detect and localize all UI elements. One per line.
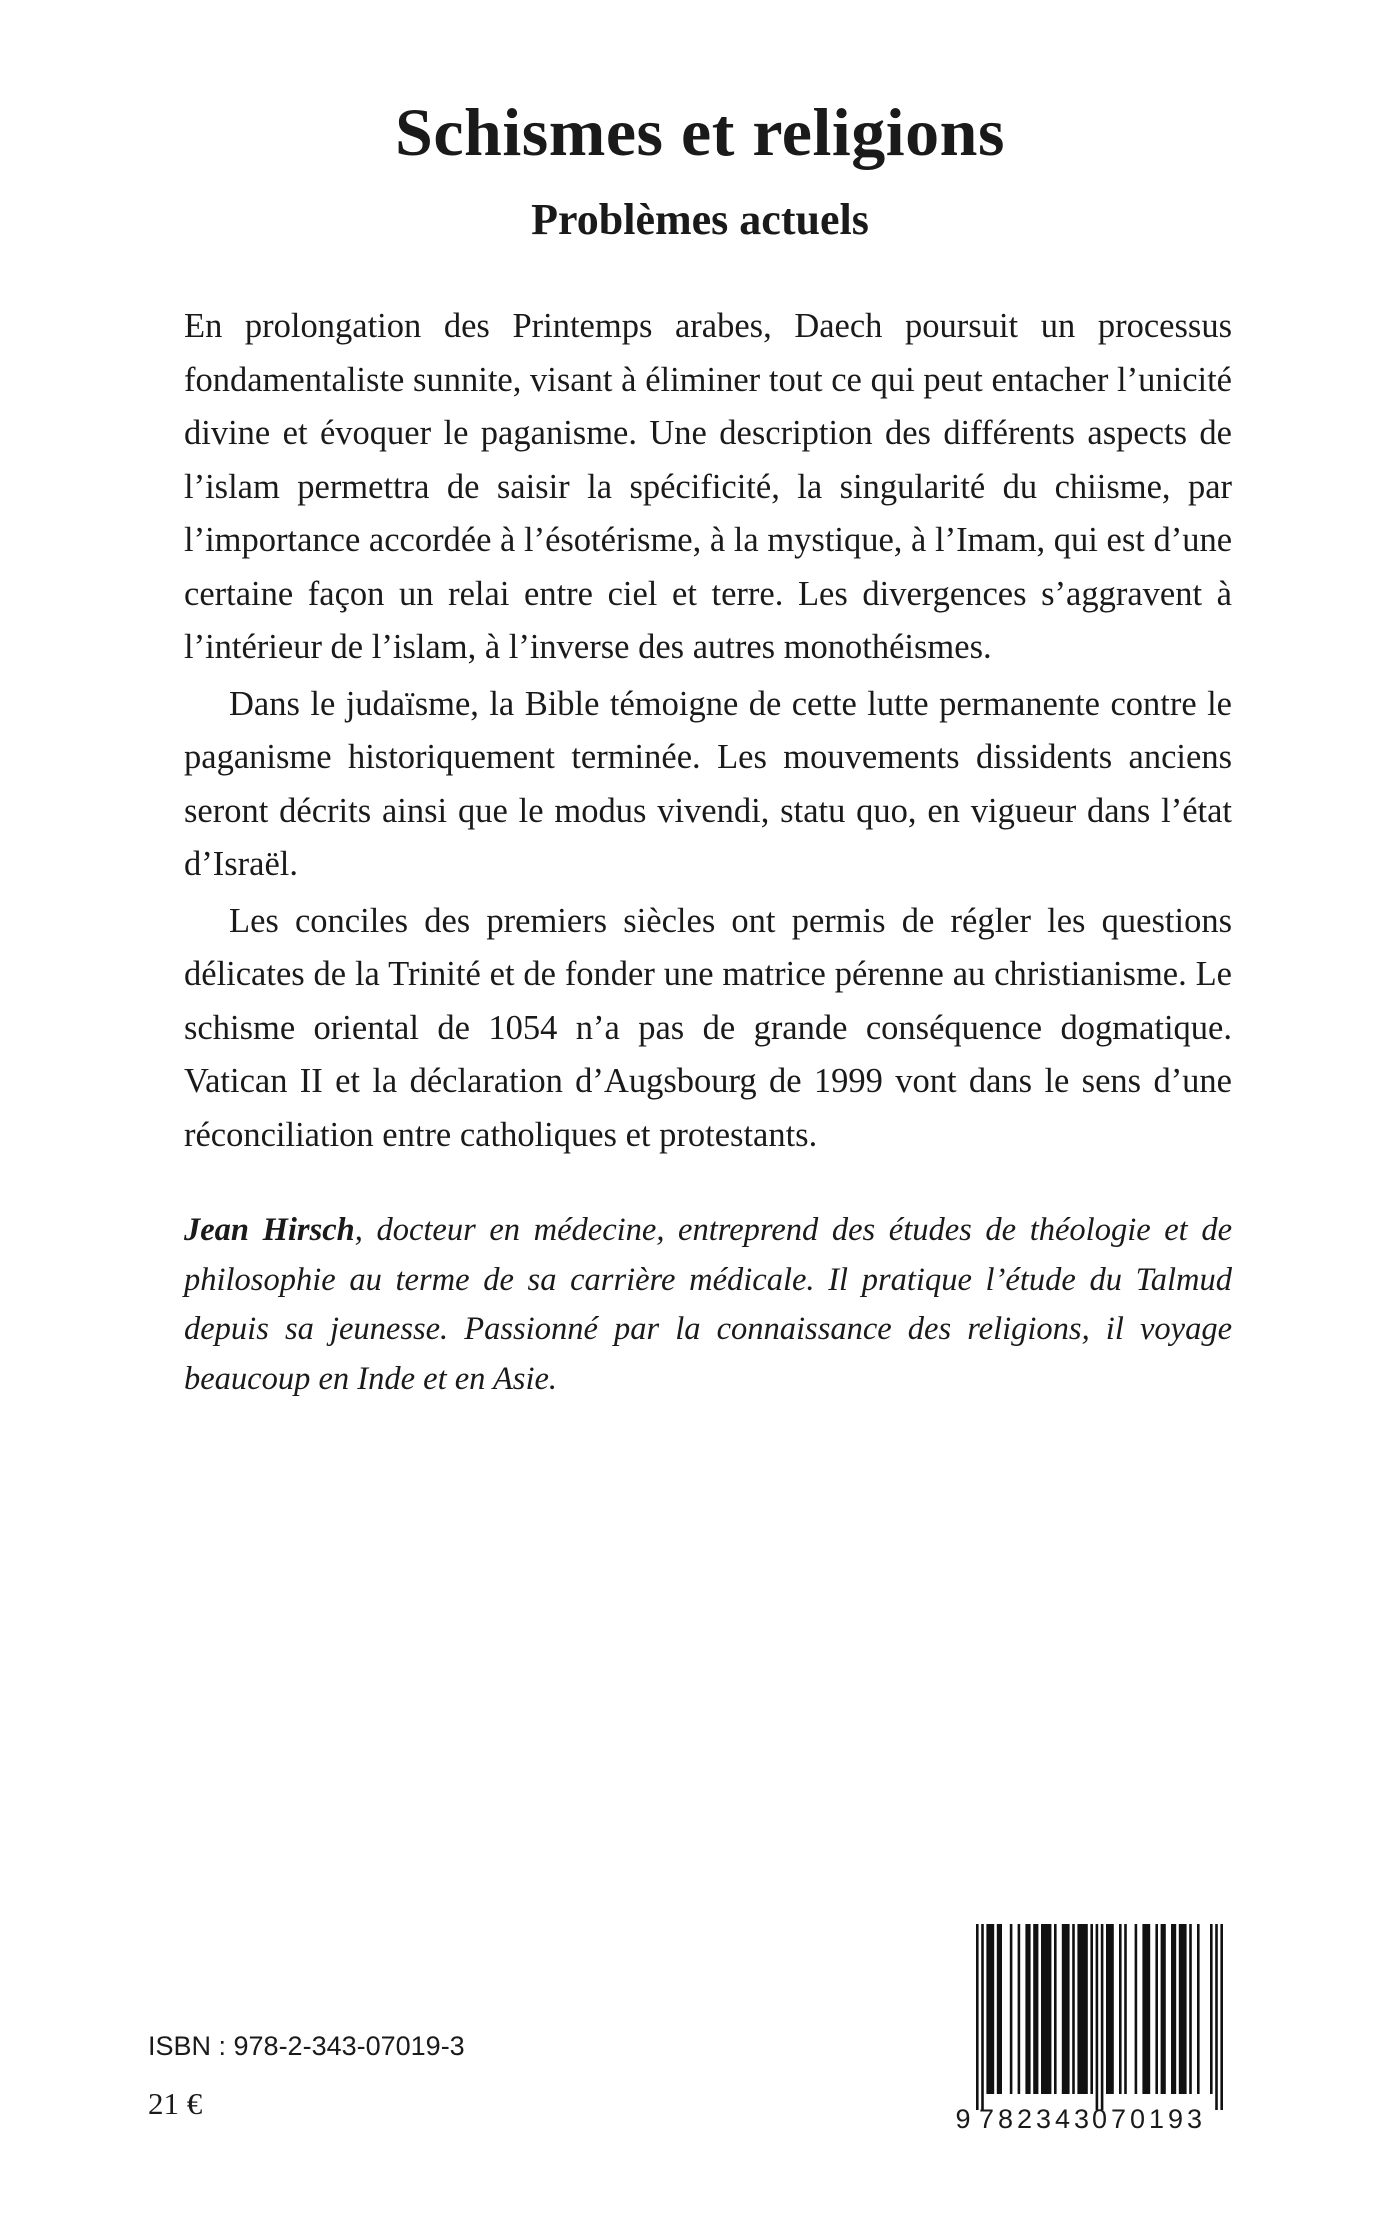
barcode-bar	[1171, 1924, 1176, 2094]
barcode-bar	[986, 1924, 994, 2094]
barcode-guard-bar	[1215, 1924, 1218, 2110]
barcode-bar	[1010, 1924, 1013, 2094]
barcode-guard-bar	[976, 1924, 979, 2110]
barcode-bar	[1033, 1924, 1038, 2094]
barcode-bar	[1025, 1924, 1030, 2094]
barcode-guard-bar	[1096, 1924, 1099, 2110]
barcode-right-digits: 070193	[1091, 2104, 1207, 2134]
isbn-label: ISBN : 978-2-343-07019-3	[148, 2031, 465, 2061]
blurb-paragraph-1: En prolongation des Printemps arabes, Daech poursuit un processus fondamentaliste sunnite, visant à éliminer tout ce qui peut entacher l’unicité divine et évoquer le paganisme. Une description des différents aspects de l’islam permettra de saisir la spécificité, la singularité du chiisme, par l’importance accordée à l’ésotérisme, à la mystique, à l’Imam, qui est d’une certaine façon un relai entre ciel et terre. Les divergences s’aggravent à l’intérieur de l’islam, à l’inverse des autres monothéismes.	[184, 307, 1233, 666]
barcode-bars	[976, 1924, 1223, 2110]
barcode-first-digit: 9	[955, 2104, 971, 2134]
barcode-bar	[1018, 1924, 1021, 2094]
barcode-left-digits: 782343	[978, 2104, 1094, 2134]
barcode-bar	[1179, 1924, 1187, 2094]
barcode-bar	[1155, 1924, 1158, 2094]
barcode-bar	[997, 1924, 1002, 2094]
blurb-paragraph-2: Dans le judaïsme, la Bible témoigne de cette lutte permanente contre le paganisme historiquement terminée. Les mouvements dissidents anciens seront décrits ainsi que le modus vivendi, statu quo, en vigueur dans l’état d’Israël.	[184, 684, 1232, 883]
blurb	[184, 300, 1232, 1165]
barcode-bar	[1135, 1924, 1138, 2094]
barcode-bar	[1161, 1924, 1166, 2094]
barcode-guard-bar	[1101, 1924, 1104, 2110]
barcode-bar	[1077, 1924, 1087, 2094]
barcode-graphic	[951, 1916, 1235, 2134]
author-bio-text: , docteur en médecine, entreprend des études de théologie et de philosophie au terme de sa carrière médicale. Il pratique l’étude du Talmud depuis sa jeunesse. Passionné par la connaissance des religions, il voyage beaucoup en Inde et en Asie.	[184, 1212, 1232, 1397]
barcode-bar	[1106, 1924, 1114, 2094]
barcode-guard-bar	[1220, 1924, 1223, 2110]
book-subtitle: Problèmes actuels	[531, 195, 869, 244]
barcode-bar	[1189, 1924, 1192, 2094]
barcode-bar	[1062, 1924, 1070, 2094]
author-name: Jean Hirsch	[184, 1212, 355, 1248]
barcode	[951, 1916, 1235, 2134]
barcode-bar	[1072, 1924, 1075, 2094]
barcode-bar	[1090, 1924, 1093, 2094]
barcode-bar	[1041, 1924, 1051, 2094]
price-label: 21 €	[148, 2086, 203, 2121]
book-title: Schismes et religions	[395, 94, 1005, 170]
barcode-bar	[1124, 1924, 1127, 2094]
author-bio	[184, 1206, 1232, 1404]
barcode-bar	[1197, 1924, 1200, 2094]
barcode-bar	[1119, 1924, 1122, 2094]
barcode-bar	[1054, 1924, 1057, 2094]
blurb-paragraph-3: Les conciles des premiers siècles ont permis de régler les questions délicates de la Trinité et de fonder une matrice pérenne au christianisme. Le schisme oriental de 1054 n’a pas de grande conséquence dogmatique. Vatican II et la déclaration d’Augsbourg de 1999 vont dans le sens d’une réconciliation entre catholiques et protestants.	[184, 901, 1232, 1154]
barcode-bar	[1210, 1924, 1213, 2094]
barcode-bar	[1142, 1924, 1150, 2094]
barcode-guard-bar	[981, 1924, 984, 2110]
